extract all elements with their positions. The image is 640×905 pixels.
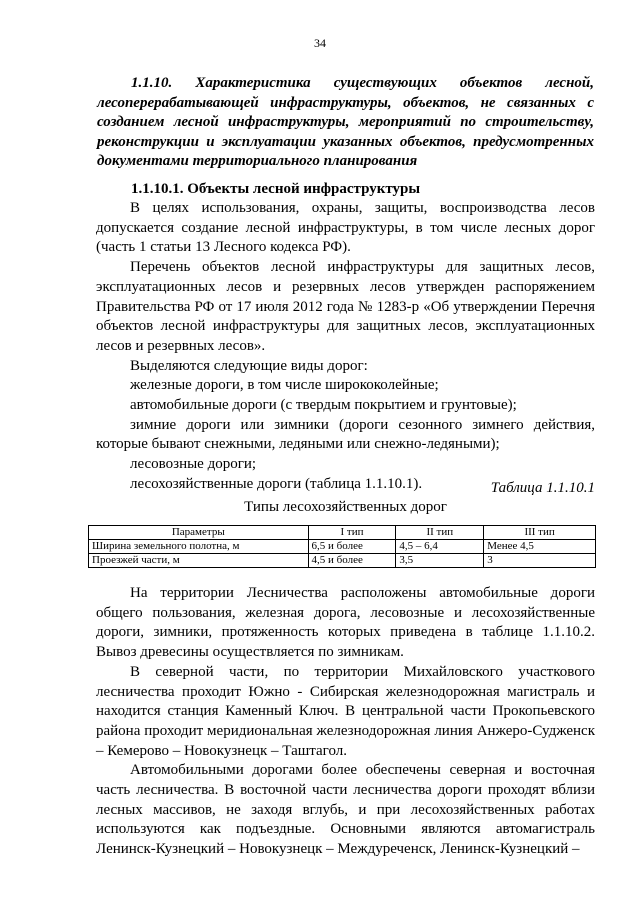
- table-label: Таблица 1.1.10.1: [490, 480, 595, 496]
- table-cell: Менее 4,5: [484, 540, 596, 554]
- table-cell: Проезжей части, м: [89, 554, 309, 568]
- table-cell: Ширина земельного полотна, м: [89, 540, 309, 554]
- table-row: [89, 554, 596, 568]
- body-text-continued: [96, 584, 595, 860]
- table-header-cell: I тип: [308, 526, 396, 540]
- paragraph: Автомобильными дорогами более обеспечены северная и восточная часть лесничества. В восточной части лесничества дороги проходят вблизи лесных массивов, не заходя вглубь, и при лесохозяйственных работах используются как подъездные. Основными являются автомагистраль Ленинск-Кузнецкий – Новокузнецк – Междуреченск, Ленинск-Кузнецкий –: [96, 762, 595, 858]
- table-row: [89, 540, 596, 554]
- table-cell: 4,5 и более: [308, 554, 396, 568]
- table-header-cell: Параметры: [89, 526, 309, 540]
- subsection-heading: 1.1.10.1. Объекты лесной инфраструктуры: [131, 181, 421, 197]
- paragraph: В северной части, по территории Михайловского участкового лесничества проходит Южно - Сибирская железнодорожная магистраль и находится станция Каменный Ключ. В центральной части Прокопьевского района проходит меридиональная железнодорожная линия Анжеро-Судженск – Кемерово – Новокузнецк – Таштагол.: [96, 663, 595, 759]
- table-header-row: [89, 526, 596, 540]
- table-cell: 3,5: [396, 554, 484, 568]
- table-header-cell: II тип: [396, 526, 484, 540]
- list-item: лесохозяйственные дороги (таблица 1.1.10.1).: [130, 475, 423, 492]
- paragraph: Выделяются следующие виды дорог:: [130, 357, 368, 374]
- section-heading: 1.1.10. Характеристика существующих объектов лесной, лесоперерабатывающей инфраструктуры, объектов, не связанных с созданием лесной инфраструктуры, мероприятий по строительству, реконструкции и эксплуатации указанных объектов, предусмотренных документами территориального планирования: [97, 75, 594, 170]
- table-title: Типы лесохозяйственных дорог: [244, 499, 447, 515]
- list-item: лесовозные дороги;: [130, 456, 257, 473]
- list-item: зимние дороги или зимники (дороги сезонного зимнего действия, которые бывают снежными, ледяными или снежно-ледяными);: [96, 416, 595, 453]
- body-text: [96, 199, 595, 495]
- paragraph: Перечень объектов лесной инфраструктуры для защитных лесов, эксплуатационных лесов и резервных лесов утвержден распоряжением Правительства РФ от 17 июля 2012 года № 1283-р «Об утверждении Перечня объектов лесной инфраструктуры для защитных лесов, эксплуатационных лесов и резервных лесов».: [96, 259, 595, 354]
- list-item: железные дороги, в том числе ширококолейные;: [130, 377, 439, 394]
- paragraph: На территории Лесничества расположены автомобильные дороги общего пользования, железная дорога, лесовозные и лесохозяйственные дороги, зимники, протяженность которых приведена в таблице 1.1.10.2. Вывоз древесины осуществляется по зимникам.: [96, 585, 595, 661]
- paragraph: В целях использования, охраны, защиты, воспроизводства лесов допускается создание лесной инфраструктуры, в том числе лесных дорог (часть 1 статьи 13 Лесного кодекса РФ).: [96, 200, 595, 256]
- list-item: автомобильные дороги (с твердым покрытием и грунтовые);: [130, 397, 517, 414]
- page-number: 34: [314, 36, 326, 50]
- table-header-cell: III тип: [484, 526, 596, 540]
- table-cell: 4,5 – 6,4: [396, 540, 484, 554]
- table-cell: 3: [484, 554, 596, 568]
- road-types-table: [88, 525, 596, 568]
- table-cell: 6,5 и более: [308, 540, 396, 554]
